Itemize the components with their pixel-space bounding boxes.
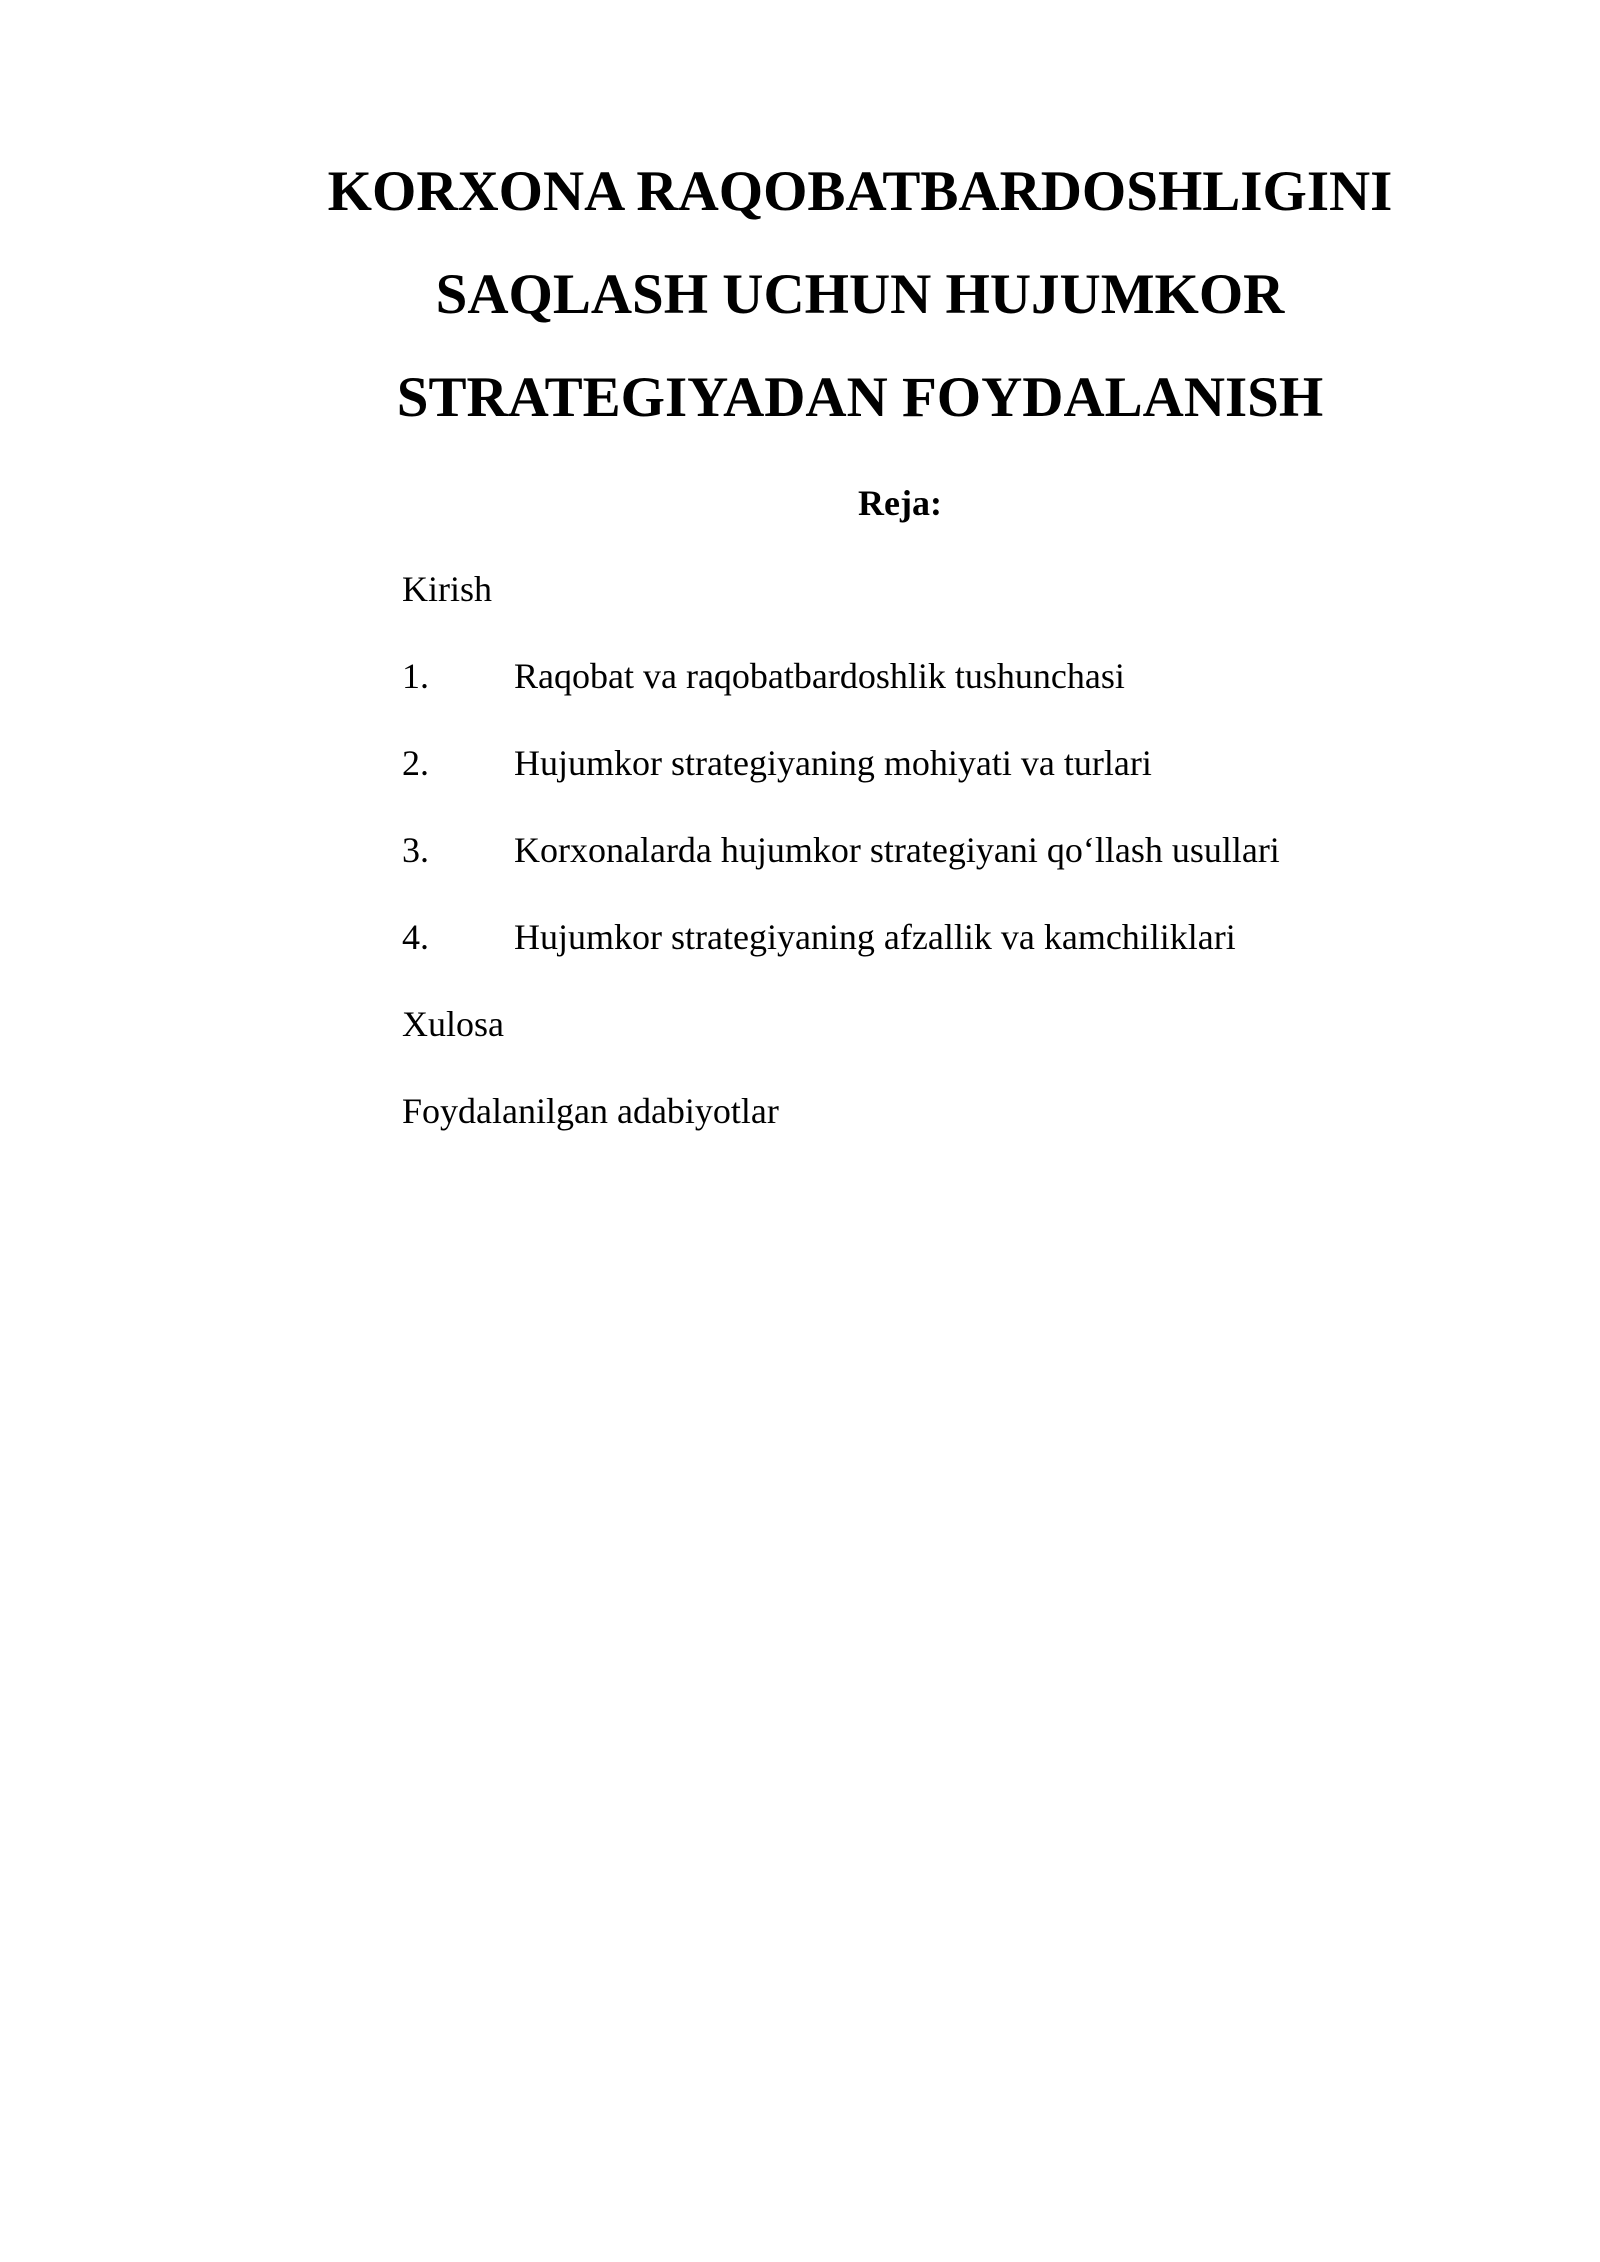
plan-item-2: [402, 738, 1502, 825]
title-line: STRATEGIYADAN FOYDALANISH: [396, 366, 1324, 429]
plan-item-number: 1.: [402, 656, 429, 696]
plan-item-1: [402, 651, 1502, 738]
document-title: [300, 140, 1420, 449]
plan-item-intro: [402, 564, 1502, 651]
plan-item-3: [402, 825, 1502, 912]
plan-item-text: Korxonalarda hujumkor strategiyani qo‘llash usullari: [514, 830, 1280, 870]
plan-item-number: 3.: [402, 830, 429, 870]
plan-item-text: Hujumkor strategiyaning afzallik va kamchiliklari: [514, 917, 1236, 957]
plan-item-text: Foydalanilgan adabiyotlar: [402, 1091, 779, 1131]
plan-item-text: Xulosa: [402, 1004, 504, 1044]
plan-item-references: [402, 1086, 1502, 1173]
plan-item-text: Raqobat va raqobatbardoshlik tushunchasi: [514, 656, 1125, 696]
plan-item-number: 4.: [402, 917, 429, 957]
plan-item-conclusion: [402, 999, 1502, 1086]
plan-item-4: [402, 912, 1502, 999]
plan-item-number: 2.: [402, 743, 429, 783]
title-line: SAQLASH UCHUN HUJUMKOR: [435, 263, 1285, 326]
plan-heading: Reja:: [858, 483, 942, 523]
plan-item-text: Kirish: [402, 569, 492, 609]
title-line: KORXONA RAQOBATBARDOSHLIGINI: [327, 160, 1393, 223]
plan-item-text: Hujumkor strategiyaning mohiyati va turlari: [514, 743, 1152, 783]
plan-list: [402, 564, 1502, 1173]
